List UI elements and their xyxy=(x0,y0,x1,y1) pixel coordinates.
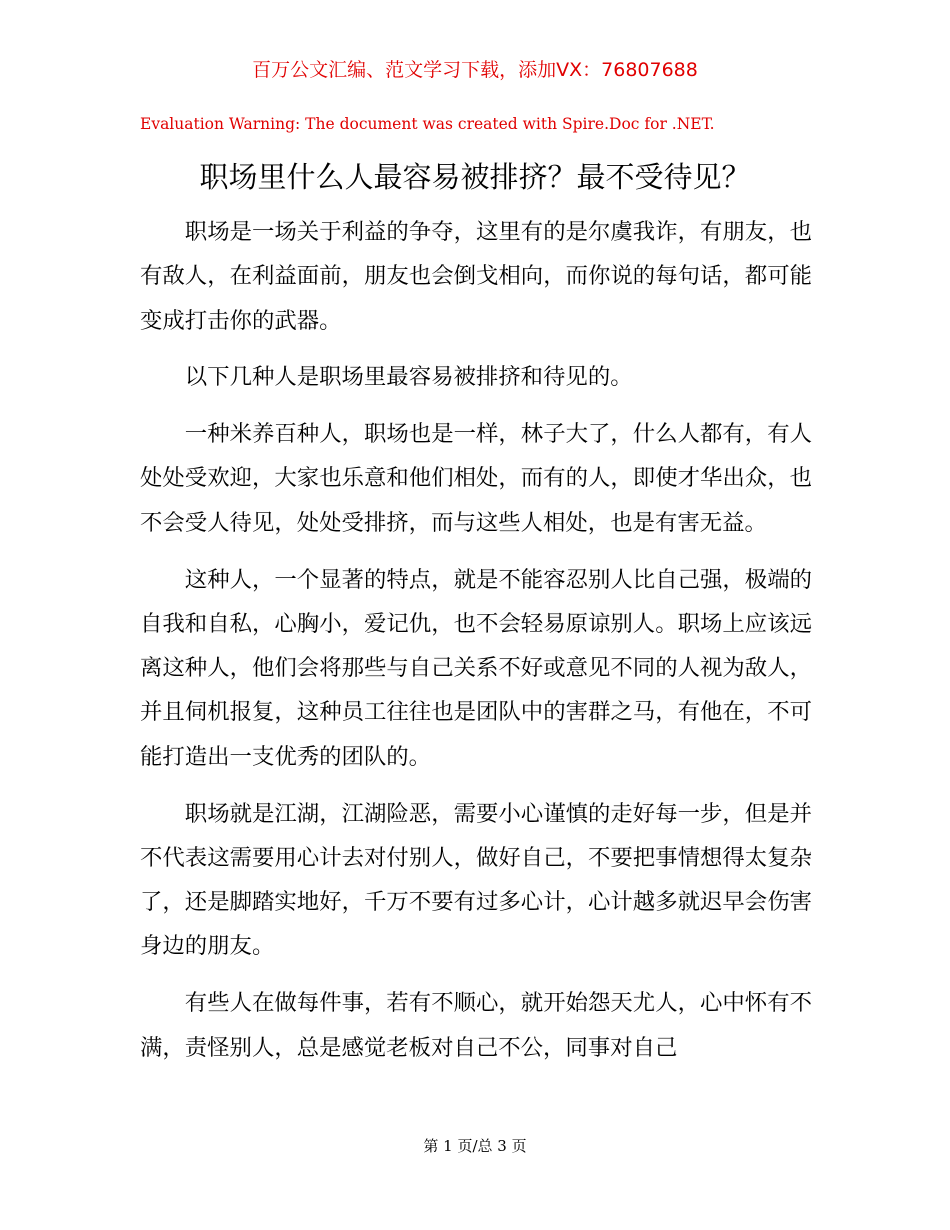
paragraph: 这种人，一个显著的特点，就是不能容忍别人比自己强，极端的自我和自私，心胸小，爱记仇，也不会轻易原谅别人。职场上应该远离这种人，他们会将那些与自己关系不好或意见不同的人视为敌人，并且伺机报复，这种员工往往也是团队中的害群之马，有他在，不可能打造出一支优秀的团队的。 xyxy=(140,566,812,770)
document-title: 职场里什么人最容易被排挤？最不受待见？ xyxy=(199,160,751,194)
paragraph: 有些人在做每件事，若有不顺心，就开始怨天尤人，心中怀有不满，责怪别人，总是感觉老板对自己不公，同事对自己 xyxy=(140,990,812,1061)
promo-header: 百万公文汇编、范文学习下载，添加VX：76807688 xyxy=(252,59,698,81)
paragraph: 以下几种人是职场里最容易被排挤和待见的。 xyxy=(184,364,633,391)
document-body xyxy=(140,210,812,1082)
paragraph: 一种米养百种人，职场也是一样，林子大了，什么人都有，有人处处受欢迎，大家也乐意和他们相处，而有的人，即使才华出众，也不会受人待见，处处受排挤，而与这些人相处，也是有害无益。 xyxy=(140,421,812,536)
paragraph: 职场就是江湖，江湖险恶，需要小心谨慎的走好每一步，但是并不代表这需要用心计去对付别人，做好自己，不要把事情想得太复杂了，还是脚踏实地好，千万不要有过多心计，心计越多就迟早会伤害身边的朋友。 xyxy=(140,800,812,960)
page-indicator: 第 1 页/总 3 页 xyxy=(423,1137,527,1155)
paragraph: 职场是一场关于利益的争夺，这里有的是尔虞我诈，有朋友，也有敌人，在利益面前，朋友也会倒戈相向，而你说的每句话，都可能变成打击你的武器。 xyxy=(140,219,812,334)
evaluation-warning: Evaluation Warning: The document was created with Spire.Doc for .NET. xyxy=(140,115,715,133)
